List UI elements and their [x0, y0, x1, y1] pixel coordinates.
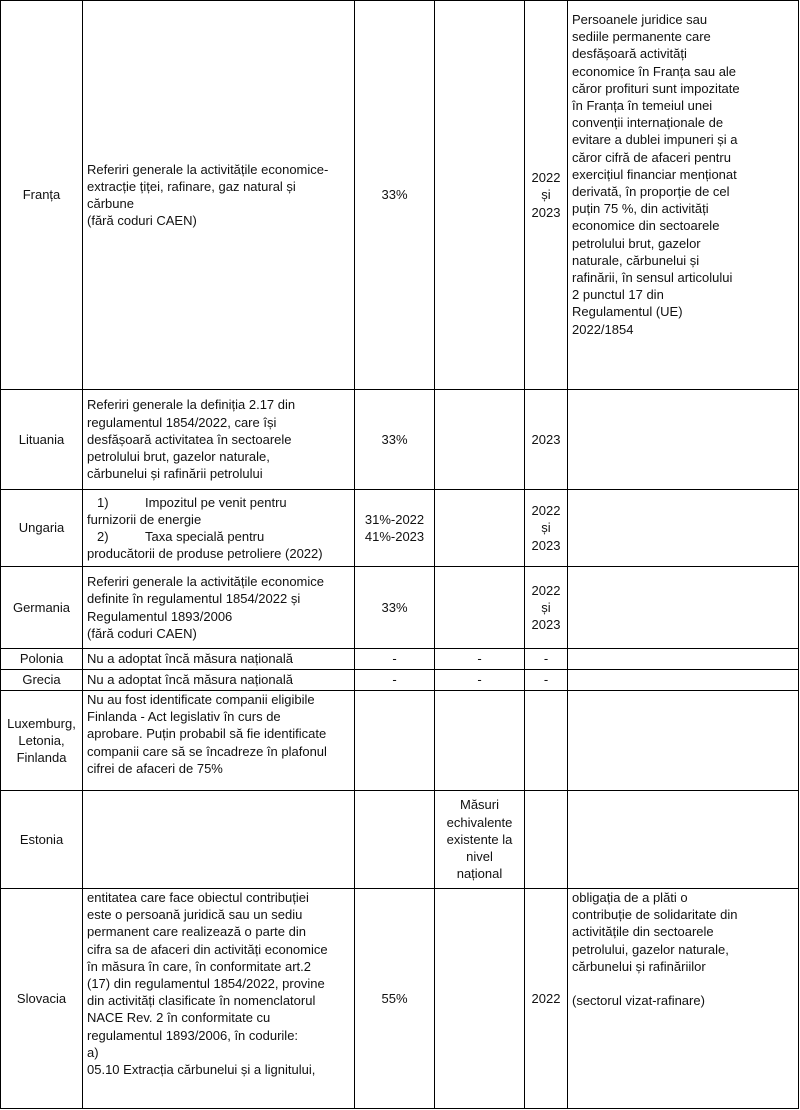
country-cell: Polonia [1, 649, 83, 670]
measure-cell [83, 490, 355, 567]
item-number: 2) [97, 529, 109, 544]
equivalent-cell [435, 390, 525, 490]
rate-cell: - [355, 649, 435, 670]
notes-cell [568, 691, 799, 791]
country-cell: Ungaria [1, 490, 83, 567]
measure-cell: Referiri generale la activitățile economice- extracție țiței, rafinare, gaz natural și cărbune (fără coduri CAEN) [83, 1, 355, 390]
table-row [1, 567, 799, 649]
notes-cell [568, 490, 799, 567]
years-cell: 2022 [525, 889, 568, 1109]
country-cell: Luxemburg, Letonia, Finlanda [1, 691, 83, 791]
rate-cell: 55% [355, 889, 435, 1109]
country-cell: Germania [1, 567, 83, 649]
years-cell: 2023 [525, 390, 568, 490]
measure-cell [83, 791, 355, 889]
notes-cell [568, 670, 799, 691]
equivalent-cell: - [435, 649, 525, 670]
measure-cell: Referiri generale la activitățile economice definite în regulamentul 1854/2022 și Regulamentul 1893/2006 (fără coduri CAEN) [83, 567, 355, 649]
rate-cell: 33% [355, 567, 435, 649]
equivalent-cell [435, 490, 525, 567]
equivalent-cell [435, 889, 525, 1109]
years-cell: 2022 și 2023 [525, 490, 568, 567]
equivalent-cell: - [435, 670, 525, 691]
notes-cell [568, 390, 799, 490]
notes-cell [568, 567, 799, 649]
equivalent-cell [435, 1, 525, 390]
measure-item [87, 494, 350, 511]
item-text-continued: furnizorii de energie [87, 511, 202, 527]
years-cell: 2022 și 2023 [525, 567, 568, 649]
table-row [1, 490, 799, 567]
equivalent-cell [435, 691, 525, 791]
table-row [1, 670, 799, 691]
item-text: Taxa specială pentru [145, 529, 265, 544]
table-row [1, 889, 799, 1109]
table-row [1, 649, 799, 670]
table-row [1, 791, 799, 889]
notes-cell [568, 791, 799, 889]
measure-cell: entitatea care face obiectul contribuției este o persoană juridică sau un sediu permanent care realizează o parte din cifra sa de afaceri din activități economice în măsura în care, în conformitate art.2 (17) din regulamentul 1854/2022, provine din activități clasificate în nomenclatorul NACE Rev. 2 în conformitate cu regulamentul 1893/2006, în codurile: a) 05.10 Extracția cărbunelui și a lignitului, [83, 889, 355, 1109]
notes-cell: Persoanele juridice sau sediile permanente care desfășoară activități economice în Franța sau ale căror profituri sunt impozitate în Franța în temeiul unei convenții internaționale de evitare a dublei impuneri și a căror cifră de afaceri pentru exercițiul financiar menționat derivată, în proporție de cel puțin 75 %, din activități economice din sectoarele petrolului brut, gazelor naturale, cărbunelui și rafinării, în sensul articolului 2 punctul 17 din Regulamentul (UE) 2022/1854 [568, 1, 799, 390]
years-cell: 2022 și 2023 [525, 1, 568, 390]
years-cell [525, 791, 568, 889]
item-text: Impozitul pe venit pentru [145, 494, 287, 510]
rate-cell: 33% [355, 1, 435, 390]
rate-cell [355, 791, 435, 889]
country-cell: Slovacia [1, 889, 83, 1109]
country-cell: Estonia [1, 791, 83, 889]
rate-cell: 33% [355, 390, 435, 490]
measure-cell: Nu a adoptat încă măsura națională [83, 670, 355, 691]
country-cell: Lituania [1, 390, 83, 490]
country-cell: Grecia [1, 670, 83, 691]
years-cell: - [525, 670, 568, 691]
item-number: 1) [97, 494, 109, 510]
years-cell: - [525, 649, 568, 670]
item-text-continued: producătorii de produse petroliere (2022) [87, 546, 323, 562]
measure-cell: Nu a adoptat încă măsura națională [83, 649, 355, 670]
measure-item [87, 528, 350, 545]
years-cell [525, 691, 568, 791]
rate-cell [355, 691, 435, 791]
measure-cell: Referiri generale la definiția 2.17 din regulamentul 1854/2022, care își desfășoară activitatea în sectoarele petrolului brut, gazelor naturale, cărbunelui și rafinării petrolului [83, 390, 355, 490]
equivalent-cell: Măsuri echivalente existente la nivel național [435, 791, 525, 889]
country-cell: Franța [1, 1, 83, 390]
table-row [1, 1, 799, 390]
table-row [1, 691, 799, 791]
notes-cell: obligația de a plăti o contribuție de solidaritate din activitățile din sectoarele petrolului, gazelor naturale, cărbunelui și rafinăriilor (sectorul vizat-rafinare) [568, 889, 799, 1109]
equivalent-cell [435, 567, 525, 649]
table-row [1, 390, 799, 490]
rate-cell: 31%-2022 41%-2023 [355, 490, 435, 567]
measure-cell: Nu au fost identificate companii eligibile Finlanda - Act legislativ în curs de aprobare. Puțin probabil să fie identificate companii care să se încadreze în plafonul cifrei de afaceri de 75% [83, 691, 355, 791]
rate-cell: - [355, 670, 435, 691]
notes-cell [568, 649, 799, 670]
